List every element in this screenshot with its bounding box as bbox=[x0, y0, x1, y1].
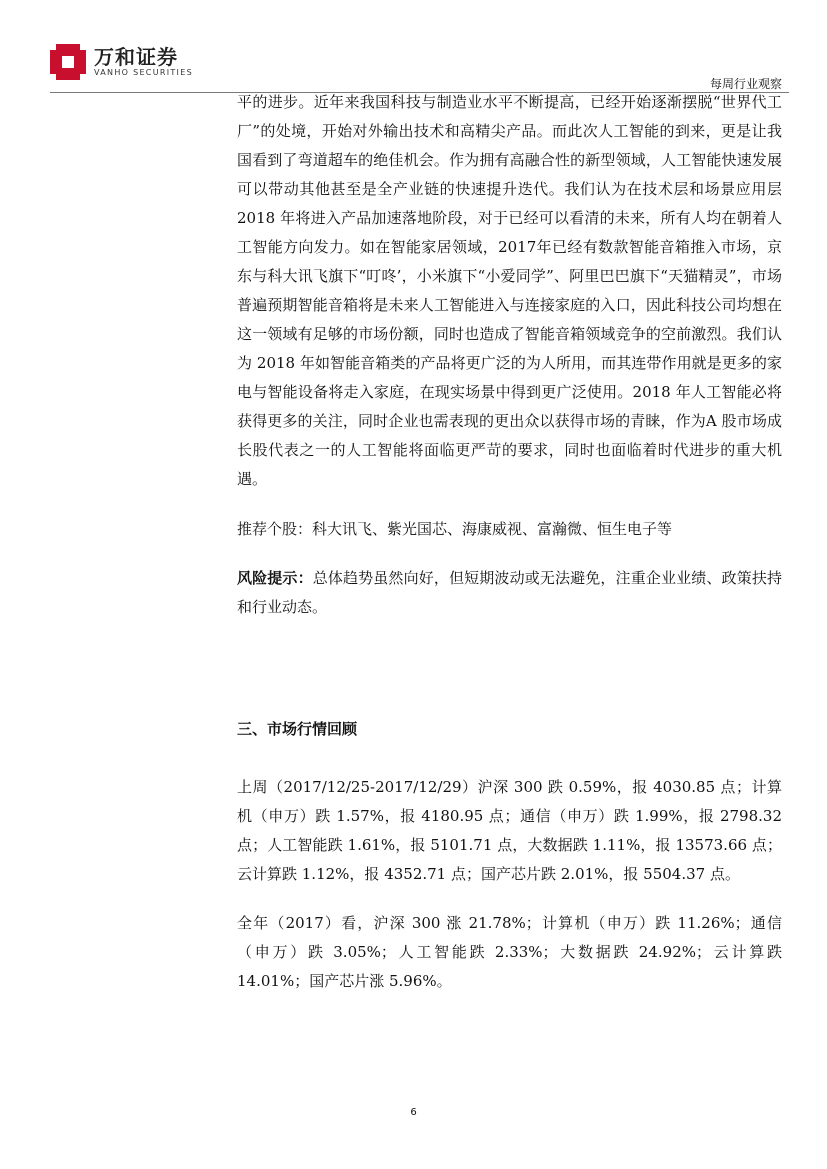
company-logo bbox=[50, 44, 193, 80]
body-content bbox=[237, 88, 782, 622]
page-number: 6 bbox=[410, 1107, 417, 1118]
analysis-paragraph: 平的进步。近年来我国科技与制造业水平不断提高，已经开始逐渐摆脱“世界代工厂”的处境，开始对外输出技术和高精尖产品。而此次人工智能的到来，更是让我国看到了弯道超车的绝佳机会。作为拥有高融合性的新型领域，人工智能快速发展可以带动其他甚至是全产业链的快速提升迭代。我们认为在技术层和场景应用层 2018 年将进入产品加速落地阶段，对于已经可以看清的未来，所有人均在朝着人工智能方向发力。如在智能家居领域，2017年已经有数款智能音箱推入市场，京东与科大讯飞旗下“叮咚’，小米旗下“小爱同学”、阿里巴巴旗下“天猫精灵”，市场普遍预期智能音箱将是未来人工智能进入与连接家庭的入口，因此科技公司均想在这一领域有足够的市场份额，同时也造成了智能音箱领域竞争的空前激烈。我们认为 2018 年如智能音箱类的产品将更广泛的为人所用，而其连带作用就是更多的家电与智能设备将走入家庭，在现实场景中得到更广泛使用。2018 年人工智能必将获得更多的关注，同时企业也需表现的更出众以获得市场的青睐，作为A 股市场成长股代表之一的人工智能将面临更严苛的要求，同时也面临着时代进步的重大机遇。 bbox=[237, 93, 782, 488]
logo-chinese-name: 万和证券 bbox=[94, 45, 178, 69]
report-series-label: 每周行业观察 bbox=[709, 77, 782, 91]
risk-warning-label: 风险提示： bbox=[237, 569, 313, 587]
logo-mark-icon bbox=[50, 44, 86, 80]
recommended-stocks: 推荐个股：科大讯飞、紫光国芯、海康威视、富瀚微、恒生电子等 bbox=[237, 520, 673, 538]
logo-english-name: VANHO SECURITIES bbox=[94, 68, 193, 77]
weekly-market-summary: 上周（2017/12/25-2017/12/29）沪深 300 跌 0.59%，报 4030.85 点；计算机（申万）跌 1.57%，报 4180.95 点；通信（申万）跌 1.99%，报 2798.32 点；人工智能跌 1.61%，报 5101.71 点，大数据跌 1.11%，报 13573.66 点；云计算跌 1.12%，报 4352.71 点；国产芯片跌 2.01%，报 5504.37 点。 bbox=[237, 778, 782, 883]
risk-warning-text: 总体趋势虽然向好，但短期波动或无法避免，注重企业业绩、政策扶持和行业动态。 bbox=[237, 569, 782, 616]
risk-warning bbox=[237, 564, 782, 622]
annual-market-summary: 全年（2017）看，沪深 300 涨 21.78%；计算机（申万）跌 11.26%；通信（申万）跌 3.05%；人工智能跌 2.33%；大数据跌 24.92%；云计算跌 14.01%；国产芯片涨 5.96%。 bbox=[237, 914, 782, 990]
market-review bbox=[237, 773, 782, 996]
section-heading: 三、市场行情回顾 bbox=[237, 720, 358, 738]
